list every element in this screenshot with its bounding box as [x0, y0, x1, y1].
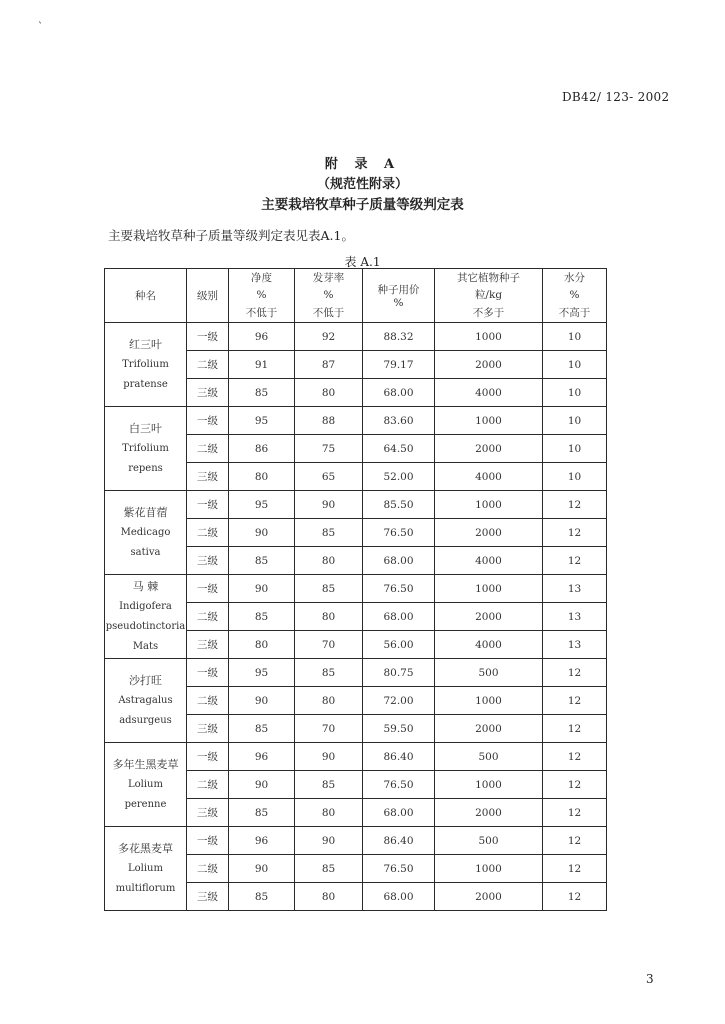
species-name-cell [105, 323, 187, 407]
other-seeds-cell: 2000 [435, 603, 543, 631]
header-species: 种名 [105, 269, 187, 323]
value-cell: 68.00 [363, 883, 435, 911]
species-name-cell [105, 743, 187, 827]
table-row [105, 323, 607, 351]
species-name-line: Trifolium [122, 442, 169, 454]
species-name-line: 紫花苜蓿 [123, 505, 168, 519]
value-cell: 72.00 [363, 687, 435, 715]
value-cell: 52.00 [363, 463, 435, 491]
germination-cell: 88 [295, 407, 363, 435]
table-row [105, 575, 607, 603]
header-germination-unit: % [295, 286, 363, 303]
other-seeds-cell: 2000 [435, 435, 543, 463]
moisture-cell: 12 [543, 519, 607, 547]
other-seeds-cell: 500 [435, 827, 543, 855]
purity-cell: 90 [229, 771, 295, 799]
other-seeds-cell: 1000 [435, 855, 543, 883]
grade-cell: 三级 [187, 715, 229, 743]
other-seeds-cell: 1000 [435, 491, 543, 519]
value-cell: 80.75 [363, 659, 435, 687]
grade-cell: 一级 [187, 323, 229, 351]
table-row [105, 743, 607, 771]
grade-cell: 三级 [187, 631, 229, 659]
grade-cell: 三级 [187, 547, 229, 575]
germination-cell: 80 [295, 687, 363, 715]
species-name-cell [105, 827, 187, 911]
purity-cell: 85 [229, 547, 295, 575]
germination-cell: 85 [295, 519, 363, 547]
intro-paragraph: 主要栽培牧草种子质量等级判定表见表A.1。 [108, 228, 354, 243]
moisture-cell: 10 [543, 379, 607, 407]
other-seeds-cell: 500 [435, 659, 543, 687]
other-seeds-cell: 500 [435, 743, 543, 771]
header-purity-limit: 不低于 [229, 303, 295, 323]
germination-cell: 85 [295, 855, 363, 883]
germination-cell: 75 [295, 435, 363, 463]
moisture-cell: 13 [543, 575, 607, 603]
other-seeds-cell: 1000 [435, 323, 543, 351]
species-name-line: 马 棘 [132, 579, 159, 593]
species-name-line: Astragalus [118, 694, 173, 706]
species-name-line: Medicago [120, 526, 171, 538]
other-seeds-cell: 2000 [435, 799, 543, 827]
value-cell: 56.00 [363, 631, 435, 659]
table-row [105, 491, 607, 519]
moisture-cell: 12 [543, 659, 607, 687]
species-name-line: Lolium [128, 862, 163, 874]
value-cell: 68.00 [363, 799, 435, 827]
purity-cell: 85 [229, 379, 295, 407]
species-name-line: 白三叶 [129, 421, 162, 435]
species-name-line: adsurgeus [119, 714, 172, 726]
germination-cell: 92 [295, 323, 363, 351]
purity-cell: 85 [229, 799, 295, 827]
value-cell: 76.50 [363, 519, 435, 547]
other-seeds-cell: 4000 [435, 463, 543, 491]
header-moisture-limit: 不高于 [543, 303, 607, 323]
species-name-cell [105, 491, 187, 575]
value-cell: 68.00 [363, 603, 435, 631]
value-cell: 83.60 [363, 407, 435, 435]
other-seeds-cell: 1000 [435, 687, 543, 715]
other-seeds-cell: 4000 [435, 379, 543, 407]
species-name-line: Lolium [128, 778, 163, 790]
grade-cell: 一级 [187, 827, 229, 855]
moisture-cell: 12 [543, 855, 607, 883]
purity-cell: 96 [229, 323, 295, 351]
header-value [363, 269, 435, 323]
species-name-line: 沙打旺 [129, 673, 162, 687]
header-purity-name: 净度 [229, 269, 295, 287]
grade-cell: 二级 [187, 603, 229, 631]
germination-cell: 80 [295, 603, 363, 631]
moisture-cell: 12 [543, 799, 607, 827]
species-name-cell [105, 407, 187, 491]
seed-grade-table [104, 268, 607, 911]
purity-cell: 90 [229, 687, 295, 715]
germination-cell: 90 [295, 827, 363, 855]
header-value-name: 种子用价 [377, 284, 420, 296]
purity-cell: 85 [229, 883, 295, 911]
other-seeds-cell: 1000 [435, 407, 543, 435]
species-name-line: pseudotinctoria [105, 620, 186, 632]
species-name-line: perenne [124, 798, 167, 810]
other-seeds-cell: 2000 [435, 351, 543, 379]
germination-cell: 65 [295, 463, 363, 491]
purity-cell: 95 [229, 407, 295, 435]
table-row [105, 827, 607, 855]
purity-cell: 86 [229, 435, 295, 463]
moisture-cell: 12 [543, 547, 607, 575]
moisture-cell: 10 [543, 323, 607, 351]
purity-cell: 96 [229, 827, 295, 855]
header-moisture-unit: % [543, 286, 607, 303]
other-seeds-cell: 4000 [435, 631, 543, 659]
species-name-line: Mats [132, 640, 159, 652]
species-name-line: sativa [130, 546, 161, 558]
germination-cell: 85 [295, 771, 363, 799]
other-seeds-cell: 2000 [435, 883, 543, 911]
grade-cell: 一级 [187, 575, 229, 603]
germination-cell: 90 [295, 743, 363, 771]
grade-cell: 一级 [187, 407, 229, 435]
value-cell: 76.50 [363, 575, 435, 603]
species-name-line: 多花黑麦草 [118, 841, 173, 855]
header-other-seeds-limit: 不多于 [435, 303, 543, 323]
table-row [105, 659, 607, 687]
species-name-line: pratense [123, 378, 168, 390]
species-name-line: 红三叶 [129, 337, 162, 351]
header-other-seeds-name: 其它植物种子 [435, 269, 543, 287]
other-seeds-cell: 2000 [435, 715, 543, 743]
germination-cell: 85 [295, 659, 363, 687]
grade-cell: 二级 [187, 519, 229, 547]
species-name-cell [105, 659, 187, 743]
grade-cell: 三级 [187, 883, 229, 911]
other-seeds-cell: 4000 [435, 547, 543, 575]
germination-cell: 70 [295, 715, 363, 743]
table-body [105, 269, 607, 911]
value-cell: 64.50 [363, 435, 435, 463]
species-name-line: repens [128, 462, 163, 474]
value-cell: 86.40 [363, 827, 435, 855]
germination-cell: 80 [295, 547, 363, 575]
species-name-line: Indigofera [119, 600, 172, 612]
grade-cell: 一级 [187, 491, 229, 519]
moisture-cell: 12 [543, 771, 607, 799]
appendix-nature: （规范性附录） [316, 177, 408, 192]
grade-cell: 二级 [187, 771, 229, 799]
germination-cell: 87 [295, 351, 363, 379]
value-cell: 79.17 [363, 351, 435, 379]
germination-cell: 80 [295, 379, 363, 407]
document-number: DB42/ 123- 2002 [562, 90, 670, 104]
germination-cell: 85 [295, 575, 363, 603]
species-name-line: multiflorum [115, 882, 176, 894]
purity-cell: 85 [229, 603, 295, 631]
purity-cell: 85 [229, 715, 295, 743]
species-name-cell [105, 575, 187, 659]
moisture-cell: 10 [543, 435, 607, 463]
purity-cell: 80 [229, 631, 295, 659]
grade-cell: 一级 [187, 659, 229, 687]
germination-cell: 70 [295, 631, 363, 659]
purity-cell: 95 [229, 659, 295, 687]
purity-cell: 91 [229, 351, 295, 379]
germination-cell: 80 [295, 799, 363, 827]
moisture-cell: 12 [543, 715, 607, 743]
purity-cell: 80 [229, 463, 295, 491]
grade-cell: 三级 [187, 463, 229, 491]
value-cell: 59.50 [363, 715, 435, 743]
moisture-cell: 12 [543, 883, 607, 911]
purity-cell: 96 [229, 743, 295, 771]
grade-cell: 二级 [187, 351, 229, 379]
value-cell: 85.50 [363, 491, 435, 519]
other-seeds-cell: 2000 [435, 519, 543, 547]
moisture-cell: 12 [543, 743, 607, 771]
header-other-seeds-unit: 粒/kg [435, 286, 543, 303]
value-cell: 76.50 [363, 771, 435, 799]
scan-mark: ` [38, 22, 43, 33]
other-seeds-cell: 1000 [435, 575, 543, 603]
value-cell: 86.40 [363, 743, 435, 771]
table-caption: 表 A.1 [344, 255, 381, 269]
moisture-cell: 13 [543, 631, 607, 659]
value-cell: 68.00 [363, 547, 435, 575]
purity-cell: 90 [229, 519, 295, 547]
header-germination-name: 发芽率 [295, 269, 363, 287]
purity-cell: 95 [229, 491, 295, 519]
value-cell: 88.32 [363, 323, 435, 351]
moisture-cell: 10 [543, 351, 607, 379]
table-row [105, 407, 607, 435]
header-value-unit: % [393, 297, 404, 309]
value-cell: 76.50 [363, 855, 435, 883]
appendix-label: 附 录 A [324, 157, 401, 172]
header-germination-limit: 不低于 [295, 303, 363, 323]
moisture-cell: 12 [543, 491, 607, 519]
header-moisture-name: 水分 [543, 269, 607, 287]
grade-cell: 三级 [187, 799, 229, 827]
grade-cell: 三级 [187, 379, 229, 407]
purity-cell: 90 [229, 575, 295, 603]
page-number: 3 [646, 972, 654, 986]
germination-cell: 90 [295, 491, 363, 519]
species-name-line: Trifolium [122, 358, 169, 370]
grade-cell: 二级 [187, 687, 229, 715]
species-name-line: 多年生黑麦草 [112, 757, 179, 771]
header-grade: 级别 [187, 269, 229, 323]
grade-cell: 二级 [187, 855, 229, 883]
value-cell: 68.00 [363, 379, 435, 407]
header-purity-unit: % [229, 286, 295, 303]
appendix-title: 主要栽培牧草种子质量等级判定表 [261, 197, 464, 213]
germination-cell: 80 [295, 883, 363, 911]
grade-cell: 一级 [187, 743, 229, 771]
grade-cell: 二级 [187, 435, 229, 463]
other-seeds-cell: 1000 [435, 771, 543, 799]
moisture-cell: 10 [543, 407, 607, 435]
moisture-cell: 10 [543, 463, 607, 491]
moisture-cell: 12 [543, 687, 607, 715]
purity-cell: 90 [229, 855, 295, 883]
moisture-cell: 13 [543, 603, 607, 631]
moisture-cell: 12 [543, 827, 607, 855]
